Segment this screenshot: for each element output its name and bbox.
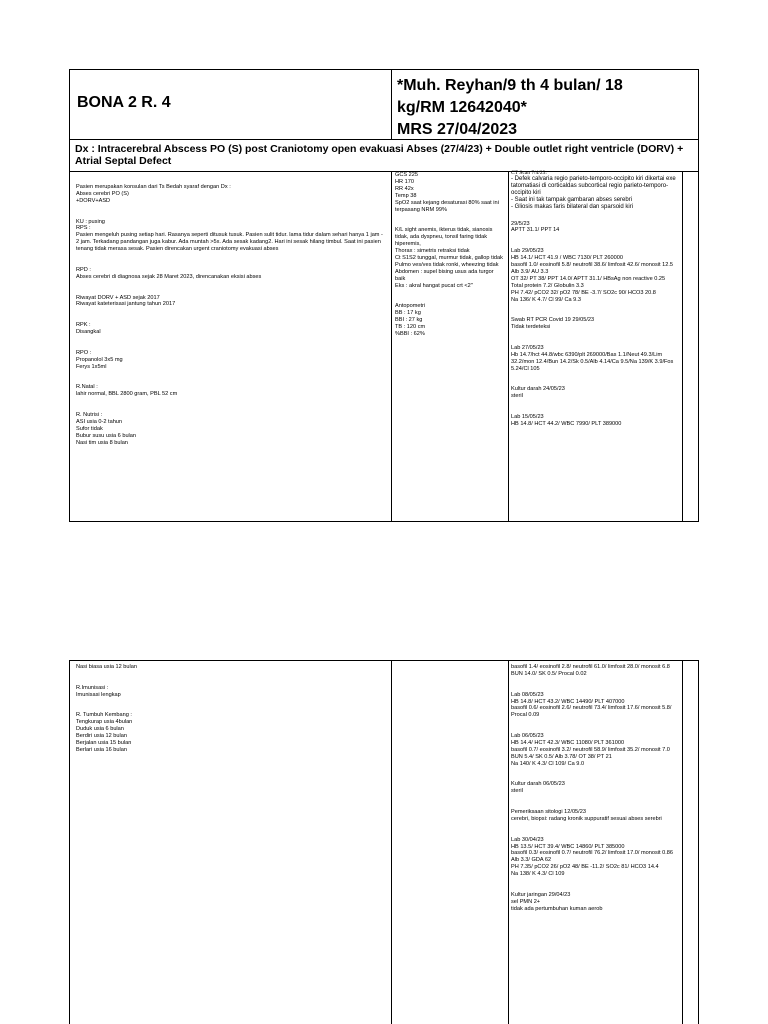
labs-column-continued: basofil 1.4/ eosinofil 2.8/ neutrofil 61.0/ limfosit 28.0/ monosit 6.8 BUN 14.0/ SK 0.5/ Procal 0.02 Lab 08/05/23 HB 14.8/ HCT 43.2/ WBC 14490/ PLT 407000 basofil 0.6/ eosinofil 2.6/ neutrofil 73.4/ limfosit 17.6/ monosit 5.8/ Procal 0.09 Lab 06/05/23 HB 14.4/ HCT 42.3/ WBC 11080/ PLT 361000 basofil 0.7/ eosinofil 3.2/ neutrofil 58.9/ limfosit 35.2/ monosit 7.0 BUN 5.4/ SK 0.5/ Alb 3.78/ OT 38/ PT 21 Na 140/ K 4.3/ Cl 109/ Ca 9.0 Kultur darah 06/05/23 steril Pemeriksaan sitologi 12/05/23 cerebri, biopsi: radang kronik suppuratif sesuai abses serebri Lab 30/04/23 HB 13.5/ HCT 39.4/ WBC 14860/ PLT 385000 basofil 0.3/ eosinofil 0.7/ neutrofil 76.2/ limfosit 17.0/ monosit 0.86 Alb 3.3/ GDA 62 PH 7.35/ pCO2 26/ pO2 48/ BE -11.2/ SO2c 81/ HCO3 14.4 Na 138/ K 4.3/ Cl 109 Kultur jaringan 29/04/23 sel PMN 2+ tidak ada pertumbuhan kuman aerob [511, 664, 674, 912]
header-col-divider [391, 69, 392, 139]
admission-date: MRS 27/04/2023 [397, 121, 518, 138]
body-col-divider-3 [682, 171, 683, 522]
table-page-2-left [69, 660, 70, 1024]
exam-column: GCS 225 HR 170 RR 42x Temp 38 SpO2 saat kejang desaturasi 80% saat ini terpasang NRM 99% K/L sight anemis, ikterus tidak, sianosis tidak, ada dyspneu, tonsil faring tidak hiperemis, Thorax : simetris retraksi tidak Ct S1S2 tunggal, murmur tidak, gallop tidak Pulmo ves/ves tidak ronki, wheezing tidak Abdomen : supel bising usus ada turgor baik Eks : akral hangat pucat crt <2" Antopometri BB : 17 kg BBI : 27 kg TB : 120 cm %BBI : 62% [395, 172, 503, 337]
table-page-2-col-3 [682, 660, 683, 1024]
lab-results: 29/5/23 APTT 31.1/ PPT 14 Lab 29/05/23 HB 14.1/ HCT 41.9 / WBC 7130/ PLT 260000 basofil 1.0/ eosinofil 5.8/ neutrofil 38.6/ limfosit 42.6/ monosit 12.5 Alb 3.9/ AU 3.3 OT 32/ PT 38/ PPT 14.0/ APTT 31.1/ HBsAg non reactive 0.25 Total protein 7.2/ Globulin 3.3 PH 7.42/ pCO2 32/ pO2 78/ BE -3.7/ SO2c 90/ HCO3 20.8 Na 136/ K 4.7/ Cl 99/ Ca 9.3 Swab RT PCR Covid 19 29/05/23 Tidak terdeteksi Lab 27/05/23 Hb 14.7/hct 44.8/wbc 6390/plt 269000/Bas 1.1/Neut 49.3/Lim 32.2/mon 12.4/Bun 14.2/Sk 0.5/Alb 4.14/Ca 9.5/Na 139/K 3.9/Fos 5.24/Cl 105 Kultur darah 24/05/23 steril Lab 15/05/23 HB 14.8/ HCT 44.2/ WBC 7990/ PLT 389000 [511, 220, 674, 427]
ward-label: BONA 2 R. 4 [77, 94, 171, 111]
labs-column [511, 170, 680, 520]
patient-rm-line: kg/RM 12642040* [397, 99, 527, 116]
table-page-2-col-2 [508, 660, 509, 1024]
body-col-divider-2 [508, 171, 509, 522]
patient-info [397, 75, 695, 141]
history-column-continued: Nasi biasa usia 12 bulan R.Imunisasi : Imunisasi lengkap R. Tumbuh Kembang : Tengkurap usia 4bulan Duduk usia 6 bulan Berdiri usia 12 bulan Berjalan usia 15 bulan Berlari usia 16 bulan [76, 664, 137, 753]
table-page-2-col-1 [391, 660, 392, 1024]
diagnosis: Dx : Intracerebral Abscess PO (S) post Craniotomy open evakuasi Abses (27/4/23) + Double outlet right ventricle (DORV) + Atrial Septal Defect [75, 143, 684, 167]
table-page-2-right [698, 660, 699, 1024]
table-page-2-top [69, 660, 699, 661]
ct-scan-result: - Defek calvaria regio parieto-temporo-occipito kiri dikertai exe tatomatiasi di corticaldas subcortical regio parieto-temporo-occipito kiri - Saat ini tak tampak gambaran abses serebri - Gliosis makas faris bilateral dan sparsoid kiri [511, 176, 676, 210]
body-col-divider-1 [391, 171, 392, 522]
ct-scan-header: CT Scan 7/4/23: [511, 170, 547, 176]
patient-name-line: *Muh. Reyhan/9 th 4 bulan/ 18 [397, 77, 623, 94]
history-column: Pasien merupakan konsulan dari Ts Bedah syaraf dengan Dx : Abses cerebri PO (S) +DORV+ASD KU : pusing RPS : Pasien mengeluh pusing setiap hari. Rasanya seperti ditusuk tusuk. Pasien sulit tidur. lama tidur dalam sehari hanya 1 jam - 2 jam. Terkadang pandangan juga kabur. Ada muntah >5x. Ada sesak kadang2. Hari ini sesak hilang timbul. Saat ini pasien tenang tidak merasa sesak. Pasien direncakan urgent craniotomy evakuasi abses RPD : Abses cerebri di diagnosa sejak 28 Maret 2023, direncanakan eksisi abses Riwayat DORV + ASD sejak 2017 Riwayat kateterisasi jantung tahun 2017 RPK : Disangkal RPO : Propanolol 3x5 mg Ferys 1x5ml R.Natal : lahir normal, BBL 2800 gram, PBL 52 cm R. Nutrisi : ASI usia 0-2 tahun Sufor tidak Bubur susu usia 6 bulan Nasi tim usia 8 bulan [76, 184, 383, 446]
